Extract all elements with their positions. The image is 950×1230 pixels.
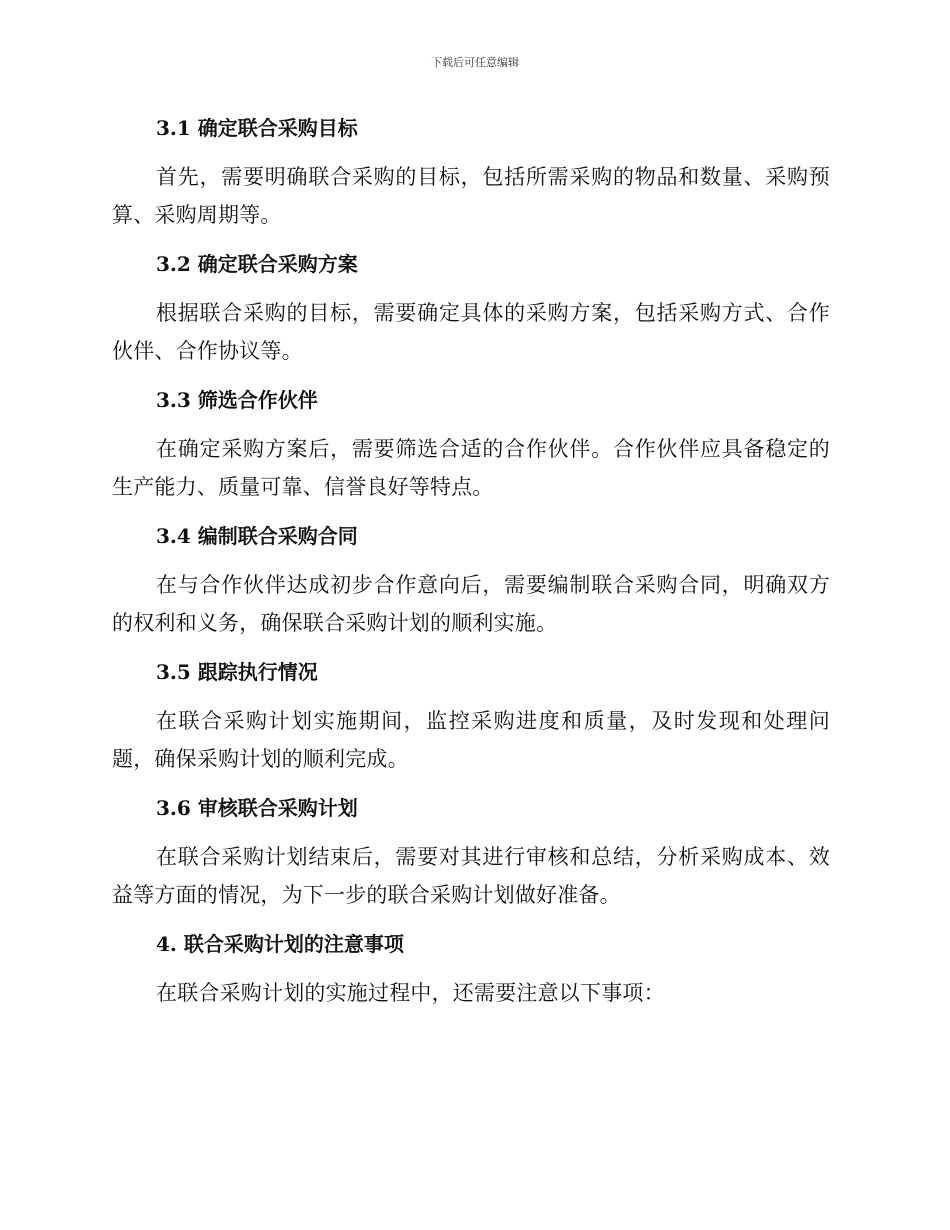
section-body-4: 在联合采购计划的实施过程中，还需要注意以下事项： — [156, 981, 665, 1005]
section-body-3-4: 在与合作伙伴达成初步合作意向后，需要编制联合采购合同，明确双方的权利和义务，确保联合采购计划的顺利实施。 — [112, 573, 830, 635]
section-heading-3-2: 3.2 确定联合采购方案 — [156, 252, 358, 276]
section-heading-3-6: 3.6 审核联合采购计划 — [156, 796, 358, 820]
section-body-3-3: 在确定采购方案后，需要筛选合适的合作伙伴。合作伙伴应具备稳定的生产能力、质量可靠、信誉良好等特点。 — [112, 437, 830, 499]
page-header: 下载后可任意编辑 — [431, 56, 519, 69]
section-heading-3-4: 3.4 编制联合采购合同 — [156, 524, 358, 548]
section-body-3-6: 在联合采购计划结束后，需要对其进行审核和总结，分析采购成本、效益等方面的情况，为下一步的联合采购计划做好准备。 — [112, 845, 830, 907]
section-body-3-2: 根据联合采购的目标，需要确定具体的采购方案，包括采购方式、合作伙伴、合作协议等。 — [112, 301, 830, 363]
section-heading-3-3: 3.3 筛选合作伙伴 — [156, 388, 318, 412]
section-body-3-1: 首先，需要明确联合采购的目标，包括所需采购的物品和数量、采购预算、采购周期等。 — [112, 165, 830, 227]
section-heading-3-1: 3.1 确定联合采购目标 — [156, 116, 358, 140]
section-heading-3-5: 3.5 跟踪执行情况 — [156, 660, 318, 684]
section-body-3-5: 在联合采购计划实施期间，监控采购进度和质量，及时发现和处理问题，确保采购计划的顺利完成。 — [112, 709, 830, 771]
document-body — [112, 108, 830, 1012]
section-heading-4: 4. 联合采购计划的注意事项 — [156, 932, 404, 956]
